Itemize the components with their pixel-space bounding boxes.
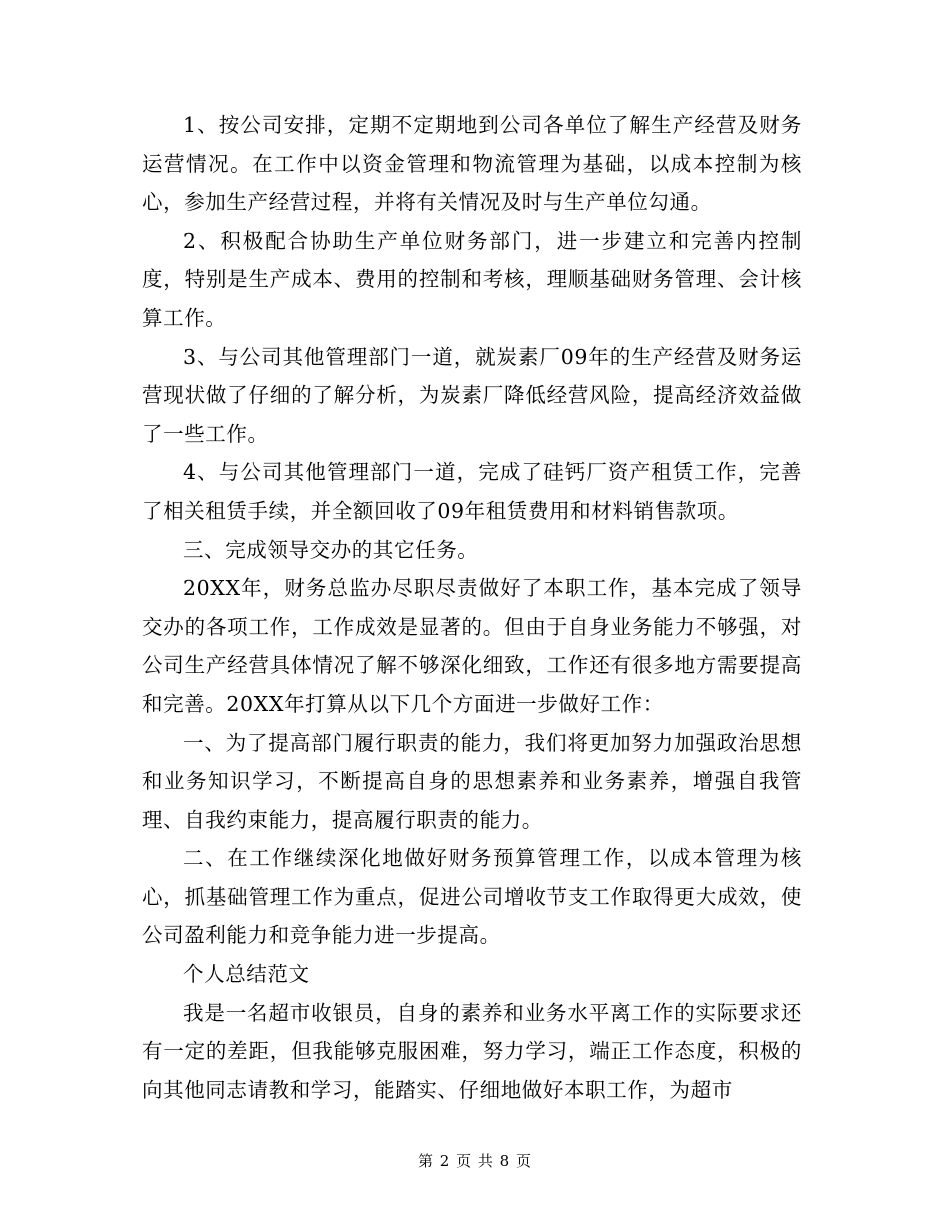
paragraph-1: 1、按公司安排，定期不定期地到公司各单位了解生产经营及财务运营情况。在工作中以资金管理和物流管理为基础，以成本控制为核心，参加生产经营过程，并将有关情况及时与生产单位勾通。 — [142, 113, 802, 215]
page-number-footer: 第 2 页 共 8 页 — [418, 1152, 532, 1170]
plan-item-2: 二、在工作继续深化地做好财务预算管理工作，以成本管理为核心，抓基础管理工作为重点，促进公司增收节支工作取得更大成效，使公司盈利能力和竞争能力进一步提高。 — [142, 846, 802, 948]
paragraph-2: 2、积极配合协助生产单位财务部门，进一步建立和完善内控制度，特别是生产成本、费用的控制和考核，理顺基础财务管理、会计核算工作。 — [142, 228, 802, 330]
document-body — [142, 106, 802, 1109]
paragraph-3: 3、与公司其他管理部门一道，就炭素厂09年的生产经营及财务运营现状做了仔细的了解分析，为炭素厂降低经营风险，提高经济效益做了一些工作。 — [142, 344, 802, 446]
section-title-personal-summary: 个人总结范文 — [183, 962, 310, 987]
paragraph-summary: 20XX年，财务总监办尽职尽责做好了本职工作，基本完成了领导交办的各项工作，工作成效是显著的。但由于自身业务能力不够强，对公司生产经营具体情况了解不够深化细致，工作还有很多地方需要提高和完善。20XX年打算从以下几个方面进一步做好工作： — [142, 576, 802, 716]
paragraph-4: 4、与公司其他管理部门一道，完成了硅钙厂资产租赁工作，完善了相关租赁手续，并全额回收了09年租赁费用和材料销售款项。 — [142, 460, 802, 523]
plan-item-1: 一、为了提高部门履行职责的能力，我们将更加努力加强政治思想和业务知识学习，不断提高自身的思想素养和业务素养，增强自我管理、自我约束能力，提高履行职责的能力。 — [142, 730, 802, 832]
section-heading-3: 三、完成领导交办的其它任务。 — [183, 537, 479, 562]
paragraph-cashier: 我是一名超市收银员，自身的素养和业务水平离工作的实际要求还有一定的差距，但我能够克服困难，努力学习，端正工作态度，积极的向其他同志请教和学习，能踏实、仔细地做好本职工作，为超市 — [142, 1000, 802, 1102]
